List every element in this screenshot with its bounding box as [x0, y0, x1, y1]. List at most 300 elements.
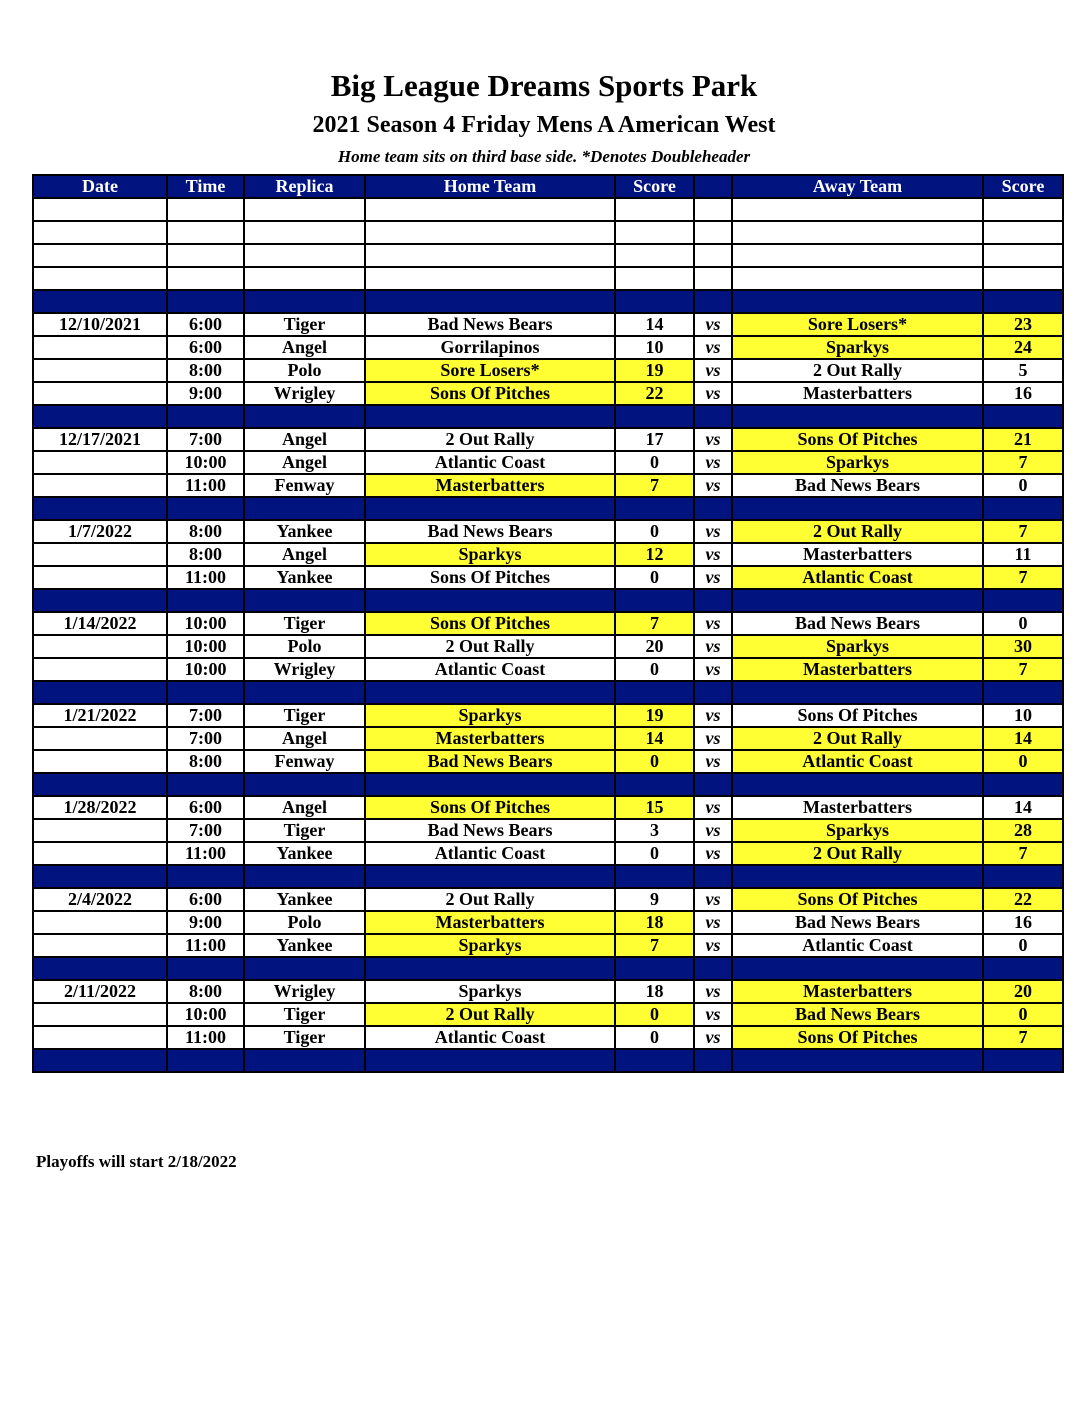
- game-row: [33, 359, 1063, 382]
- game-date: 1/14/2022: [33, 612, 167, 635]
- separator-cell: [983, 405, 1063, 428]
- game-replica-field: Wrigley: [244, 382, 365, 405]
- header-date: Date: [33, 175, 167, 198]
- separator-cell: [244, 773, 365, 796]
- separator-cell: [167, 589, 244, 612]
- game-replica-field: Tiger: [244, 1003, 365, 1026]
- away-score: 7: [983, 1026, 1063, 1049]
- home-team: Masterbatters: [365, 474, 615, 497]
- blank-cell: [365, 221, 615, 244]
- home-score: 18: [615, 980, 694, 1003]
- away-team: Sparkys: [732, 451, 983, 474]
- game-date: [33, 1026, 167, 1049]
- home-team: Bad News Bears: [365, 313, 615, 336]
- vs-label: vs: [694, 842, 732, 865]
- home-team: 2 Out Rally: [365, 1003, 615, 1026]
- separator-cell: [167, 773, 244, 796]
- schedule-body: [33, 198, 1063, 1072]
- game-time: 10:00: [167, 658, 244, 681]
- vs-label: vs: [694, 796, 732, 819]
- game-replica-field: Fenway: [244, 474, 365, 497]
- separator-cell: [694, 957, 732, 980]
- game-time: 8:00: [167, 359, 244, 382]
- separator-cell: [732, 1049, 983, 1072]
- away-team: Masterbatters: [732, 543, 983, 566]
- separator-cell: [694, 773, 732, 796]
- home-team: Sparkys: [365, 980, 615, 1003]
- game-row: [33, 658, 1063, 681]
- game-date: 2/4/2022: [33, 888, 167, 911]
- separator-cell: [244, 589, 365, 612]
- vs-label: vs: [694, 313, 732, 336]
- vs-label: vs: [694, 704, 732, 727]
- home-team: Sons Of Pitches: [365, 612, 615, 635]
- game-date: [33, 911, 167, 934]
- separator-cell: [167, 1049, 244, 1072]
- blank-cell: [167, 221, 244, 244]
- game-time: 11:00: [167, 474, 244, 497]
- game-time: 10:00: [167, 635, 244, 658]
- week-separator-row: [33, 681, 1063, 704]
- home-team: Sparkys: [365, 543, 615, 566]
- game-time: 6:00: [167, 796, 244, 819]
- game-date: [33, 842, 167, 865]
- separator-cell: [983, 865, 1063, 888]
- home-team: Masterbatters: [365, 911, 615, 934]
- vs-label: vs: [694, 428, 732, 451]
- separator-cell: [167, 865, 244, 888]
- separator-cell: [33, 497, 167, 520]
- week-separator-row: [33, 497, 1063, 520]
- game-replica-field: Angel: [244, 336, 365, 359]
- home-team: Sparkys: [365, 704, 615, 727]
- blank-cell: [732, 267, 983, 290]
- game-row: [33, 451, 1063, 474]
- blank-cell: [244, 198, 365, 221]
- vs-label: vs: [694, 1026, 732, 1049]
- away-team: Bad News Bears: [732, 612, 983, 635]
- away-team: Sons Of Pitches: [732, 1026, 983, 1049]
- home-team: Sons Of Pitches: [365, 382, 615, 405]
- vs-label: vs: [694, 980, 732, 1003]
- away-score: 20: [983, 980, 1063, 1003]
- separator-cell: [983, 681, 1063, 704]
- game-time: 11:00: [167, 1026, 244, 1049]
- schedule-note: Home team sits on third base side. *Denotes Doubleheader: [337, 147, 751, 166]
- game-date: 1/7/2022: [33, 520, 167, 543]
- away-score: 0: [983, 1003, 1063, 1026]
- blank-cell: [694, 244, 732, 267]
- header-away-team: Away Team: [732, 175, 983, 198]
- game-time: 8:00: [167, 980, 244, 1003]
- separator-cell: [167, 681, 244, 704]
- home-score: 0: [615, 842, 694, 865]
- game-row: [33, 543, 1063, 566]
- separator-cell: [694, 497, 732, 520]
- separator-cell: [33, 290, 167, 313]
- home-score: 15: [615, 796, 694, 819]
- separator-cell: [33, 957, 167, 980]
- game-date: [33, 382, 167, 405]
- blank-cell: [615, 267, 694, 290]
- separator-cell: [615, 681, 694, 704]
- vs-label: vs: [694, 911, 732, 934]
- blank-cell: [732, 244, 983, 267]
- separator-cell: [33, 773, 167, 796]
- away-score: 0: [983, 934, 1063, 957]
- vs-label: vs: [694, 819, 732, 842]
- blank-row: [33, 244, 1063, 267]
- blank-cell: [983, 267, 1063, 290]
- vs-label: vs: [694, 543, 732, 566]
- game-date: [33, 934, 167, 957]
- home-team: Bad News Bears: [365, 520, 615, 543]
- vs-label: vs: [694, 888, 732, 911]
- vs-label: vs: [694, 750, 732, 773]
- game-row: [33, 428, 1063, 451]
- away-score: 0: [983, 750, 1063, 773]
- separator-cell: [365, 773, 615, 796]
- blank-cell: [732, 221, 983, 244]
- separator-cell: [365, 290, 615, 313]
- away-team: Atlantic Coast: [732, 566, 983, 589]
- blank-cell: [615, 198, 694, 221]
- game-replica-field: Tiger: [244, 819, 365, 842]
- game-date: [33, 819, 167, 842]
- game-date: [33, 727, 167, 750]
- home-score: 19: [615, 359, 694, 382]
- game-time: 10:00: [167, 1003, 244, 1026]
- home-score: 20: [615, 635, 694, 658]
- separator-cell: [694, 681, 732, 704]
- home-score: 0: [615, 566, 694, 589]
- game-replica-field: Yankee: [244, 888, 365, 911]
- away-score: 7: [983, 658, 1063, 681]
- separator-cell: [983, 957, 1063, 980]
- game-row: [33, 520, 1063, 543]
- header-row: [33, 175, 1063, 198]
- game-row: [33, 796, 1063, 819]
- blank-cell: [167, 244, 244, 267]
- home-score: 18: [615, 911, 694, 934]
- blank-cell: [983, 244, 1063, 267]
- game-replica-field: Yankee: [244, 934, 365, 957]
- game-date: [33, 750, 167, 773]
- game-row: [33, 727, 1063, 750]
- home-team: Atlantic Coast: [365, 451, 615, 474]
- game-date: [33, 635, 167, 658]
- page-subtitle: 2021 Season 4 Friday Mens A American West: [312, 112, 776, 138]
- home-score: 9: [615, 888, 694, 911]
- blank-row: [33, 267, 1063, 290]
- separator-cell: [33, 865, 167, 888]
- vs-label: vs: [694, 359, 732, 382]
- separator-cell: [615, 865, 694, 888]
- game-date: 2/11/2022: [33, 980, 167, 1003]
- separator-cell: [732, 681, 983, 704]
- game-time: 9:00: [167, 382, 244, 405]
- away-score: 14: [983, 727, 1063, 750]
- home-score: 12: [615, 543, 694, 566]
- separator-cell: [365, 957, 615, 980]
- game-replica-field: Wrigley: [244, 658, 365, 681]
- home-score: 7: [615, 934, 694, 957]
- game-replica-field: Angel: [244, 428, 365, 451]
- home-team: Sparkys: [365, 934, 615, 957]
- separator-cell: [365, 681, 615, 704]
- home-team: Sons Of Pitches: [365, 566, 615, 589]
- away-team: Bad News Bears: [732, 474, 983, 497]
- game-date: [33, 1003, 167, 1026]
- away-score: 14: [983, 796, 1063, 819]
- away-team: Bad News Bears: [732, 911, 983, 934]
- blank-cell: [615, 244, 694, 267]
- vs-label: vs: [694, 934, 732, 957]
- home-team: 2 Out Rally: [365, 888, 615, 911]
- home-score: 17: [615, 428, 694, 451]
- blank-cell: [167, 267, 244, 290]
- home-score: 14: [615, 313, 694, 336]
- header-away-score: Score: [983, 175, 1063, 198]
- game-row: [33, 1003, 1063, 1026]
- home-score: 22: [615, 382, 694, 405]
- separator-cell: [167, 957, 244, 980]
- separator-cell: [244, 497, 365, 520]
- blank-cell: [615, 221, 694, 244]
- game-row: [33, 750, 1063, 773]
- separator-cell: [694, 290, 732, 313]
- header-vs: [694, 175, 732, 198]
- home-team: 2 Out Rally: [365, 635, 615, 658]
- home-team: Sons Of Pitches: [365, 796, 615, 819]
- vs-label: vs: [694, 1003, 732, 1026]
- schedule-table: [32, 174, 1064, 1073]
- blank-cell: [33, 267, 167, 290]
- away-score: 23: [983, 313, 1063, 336]
- game-time: 6:00: [167, 888, 244, 911]
- home-team: Atlantic Coast: [365, 1026, 615, 1049]
- game-time: 7:00: [167, 704, 244, 727]
- week-separator-row: [33, 589, 1063, 612]
- vs-label: vs: [694, 727, 732, 750]
- blank-row: [33, 198, 1063, 221]
- separator-cell: [244, 290, 365, 313]
- separator-cell: [732, 405, 983, 428]
- vs-label: vs: [694, 566, 732, 589]
- game-replica-field: Yankee: [244, 520, 365, 543]
- home-score: 0: [615, 658, 694, 681]
- game-date: [33, 543, 167, 566]
- away-team: Sons Of Pitches: [732, 428, 983, 451]
- away-team: Sparkys: [732, 635, 983, 658]
- vs-label: vs: [694, 520, 732, 543]
- away-score: 21: [983, 428, 1063, 451]
- game-replica-field: Angel: [244, 727, 365, 750]
- away-team: Sons Of Pitches: [732, 888, 983, 911]
- separator-cell: [615, 773, 694, 796]
- blank-cell: [33, 221, 167, 244]
- week-separator-row: [33, 405, 1063, 428]
- away-team: Sons Of Pitches: [732, 704, 983, 727]
- game-time: 8:00: [167, 520, 244, 543]
- vs-label: vs: [694, 382, 732, 405]
- away-team: 2 Out Rally: [732, 359, 983, 382]
- game-row: [33, 980, 1063, 1003]
- game-replica-field: Angel: [244, 543, 365, 566]
- separator-cell: [365, 865, 615, 888]
- separator-cell: [983, 497, 1063, 520]
- week-separator-row: [33, 773, 1063, 796]
- separator-cell: [615, 405, 694, 428]
- home-team: Bad News Bears: [365, 750, 615, 773]
- blank-cell: [365, 244, 615, 267]
- game-row: [33, 612, 1063, 635]
- home-team: Masterbatters: [365, 727, 615, 750]
- game-replica-field: Fenway: [244, 750, 365, 773]
- away-score: 0: [983, 474, 1063, 497]
- away-score: 16: [983, 382, 1063, 405]
- home-score: 19: [615, 704, 694, 727]
- blank-cell: [167, 198, 244, 221]
- away-score: 24: [983, 336, 1063, 359]
- blank-cell: [365, 198, 615, 221]
- blank-cell: [983, 198, 1063, 221]
- game-row: [33, 934, 1063, 957]
- game-date: [33, 336, 167, 359]
- game-row: [33, 842, 1063, 865]
- vs-label: vs: [694, 658, 732, 681]
- home-score: 14: [615, 727, 694, 750]
- home-score: 0: [615, 1003, 694, 1026]
- game-replica-field: Tiger: [244, 612, 365, 635]
- blank-cell: [33, 198, 167, 221]
- separator-cell: [365, 1049, 615, 1072]
- away-score: 22: [983, 888, 1063, 911]
- game-row: [33, 704, 1063, 727]
- vs-label: vs: [694, 336, 732, 359]
- separator-cell: [167, 497, 244, 520]
- game-date: 1/28/2022: [33, 796, 167, 819]
- game-replica-field: Yankee: [244, 842, 365, 865]
- home-score: 0: [615, 520, 694, 543]
- game-time: 8:00: [167, 750, 244, 773]
- game-time: 10:00: [167, 612, 244, 635]
- separator-cell: [732, 957, 983, 980]
- week-separator-row: [33, 1049, 1063, 1072]
- game-time: 7:00: [167, 727, 244, 750]
- home-team: Atlantic Coast: [365, 658, 615, 681]
- separator-cell: [732, 290, 983, 313]
- away-score: 10: [983, 704, 1063, 727]
- blank-cell: [694, 267, 732, 290]
- home-team: Sore Losers*: [365, 359, 615, 382]
- away-score: 30: [983, 635, 1063, 658]
- away-team: Masterbatters: [732, 382, 983, 405]
- game-time: 10:00: [167, 451, 244, 474]
- game-replica-field: Polo: [244, 911, 365, 934]
- away-score: 7: [983, 566, 1063, 589]
- separator-cell: [167, 405, 244, 428]
- separator-cell: [244, 957, 365, 980]
- away-team: Masterbatters: [732, 658, 983, 681]
- game-replica-field: Polo: [244, 359, 365, 382]
- vs-label: vs: [694, 474, 732, 497]
- game-time: 7:00: [167, 819, 244, 842]
- vs-label: vs: [694, 451, 732, 474]
- away-team: Bad News Bears: [732, 1003, 983, 1026]
- separator-cell: [365, 589, 615, 612]
- header-replica: Replica: [244, 175, 365, 198]
- game-row: [33, 1026, 1063, 1049]
- separator-cell: [694, 589, 732, 612]
- blank-row: [33, 221, 1063, 244]
- away-score: 0: [983, 612, 1063, 635]
- game-date: 12/10/2021: [33, 313, 167, 336]
- away-team: Sparkys: [732, 819, 983, 842]
- vs-label: vs: [694, 612, 732, 635]
- game-replica-field: Angel: [244, 451, 365, 474]
- blank-cell: [694, 198, 732, 221]
- away-score: 28: [983, 819, 1063, 842]
- game-time: 9:00: [167, 911, 244, 934]
- separator-cell: [615, 1049, 694, 1072]
- game-row: [33, 382, 1063, 405]
- blank-cell: [244, 221, 365, 244]
- page-title: Big League Dreams Sports Park: [330, 68, 758, 103]
- game-date: 12/17/2021: [33, 428, 167, 451]
- header-time: Time: [167, 175, 244, 198]
- separator-cell: [615, 290, 694, 313]
- separator-cell: [244, 681, 365, 704]
- away-team: Masterbatters: [732, 796, 983, 819]
- game-replica-field: Tiger: [244, 313, 365, 336]
- home-score: 7: [615, 474, 694, 497]
- separator-cell: [983, 290, 1063, 313]
- away-score: 16: [983, 911, 1063, 934]
- away-team: Atlantic Coast: [732, 934, 983, 957]
- vs-label: vs: [694, 635, 732, 658]
- separator-cell: [732, 589, 983, 612]
- separator-cell: [694, 865, 732, 888]
- game-row: [33, 911, 1063, 934]
- game-date: [33, 451, 167, 474]
- separator-cell: [983, 1049, 1063, 1072]
- blank-cell: [244, 267, 365, 290]
- away-score: 7: [983, 451, 1063, 474]
- home-score: 7: [615, 612, 694, 635]
- game-row: [33, 313, 1063, 336]
- game-time: 11:00: [167, 566, 244, 589]
- separator-cell: [244, 405, 365, 428]
- game-date: [33, 474, 167, 497]
- separator-cell: [365, 405, 615, 428]
- away-score: 5: [983, 359, 1063, 382]
- game-time: 7:00: [167, 428, 244, 451]
- blank-cell: [33, 244, 167, 267]
- game-row: [33, 888, 1063, 911]
- separator-cell: [694, 405, 732, 428]
- game-row: [33, 566, 1063, 589]
- away-team: 2 Out Rally: [732, 520, 983, 543]
- week-separator-row: [33, 865, 1063, 888]
- home-score: 3: [615, 819, 694, 842]
- week-separator-row: [33, 290, 1063, 313]
- away-team: Sore Losers*: [732, 313, 983, 336]
- game-date: [33, 658, 167, 681]
- separator-cell: [244, 865, 365, 888]
- away-team: Masterbatters: [732, 980, 983, 1003]
- separator-cell: [732, 497, 983, 520]
